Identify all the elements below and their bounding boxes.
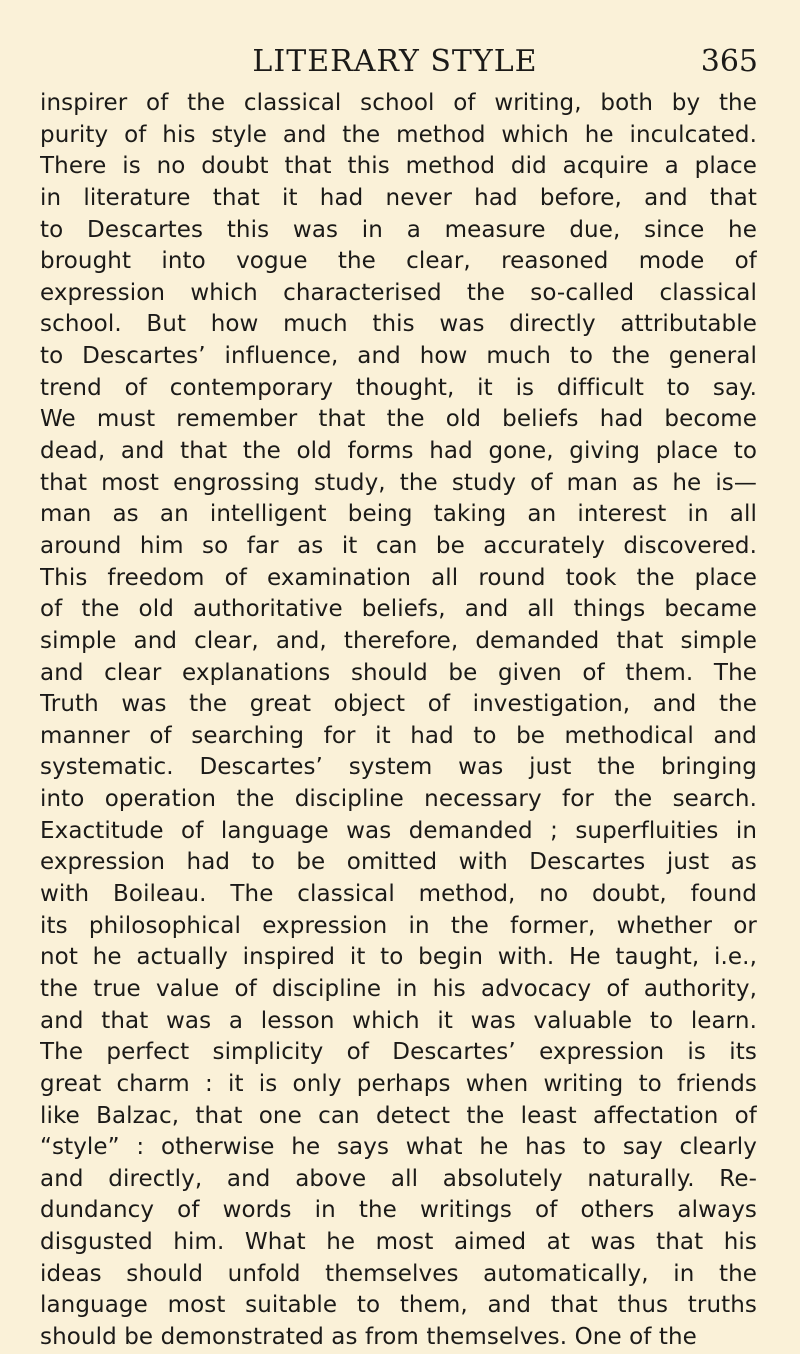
text-line: dead, and that the old forms had gone, giving place to: [40, 438, 757, 465]
text-line: and clear explanations should be given of them. The: [40, 659, 757, 686]
text-line: man as an intelligent being taking an interest in all: [40, 501, 757, 528]
text-line: purity of his style and the method which he inculcated.: [40, 121, 757, 148]
text-line: systematic. Descartes’ system was just the bringing: [40, 754, 757, 781]
text-line: and directly, and above all absolutely naturally. Re-: [40, 1165, 757, 1192]
text-line: expression which characterised the so-called classical: [40, 279, 757, 306]
text-line: to Descartes’ influence, and how much to the general: [40, 343, 757, 370]
text-line: dundancy of words in the writings of others always: [40, 1197, 757, 1224]
text-line: ideas should unfold themselves automatically, in the: [40, 1260, 757, 1287]
text-line: The perfect simplicity of Descartes’ expression is its: [40, 1039, 757, 1066]
text-line: Truth was the great object of investigation, and the: [40, 691, 757, 718]
text-line: expression had to be omitted with Descartes just as: [40, 849, 757, 876]
text-line: great charm : it is only perhaps when writing to friends: [40, 1070, 757, 1097]
text-line: around him so far as it can be accurately discovered.: [40, 532, 757, 559]
text-line: “style” : otherwise he says what he has to say clearly: [40, 1134, 757, 1161]
text-line: This freedom of examination all round took the place: [40, 564, 757, 591]
text-line: manner of searching for it had to be methodical and: [40, 722, 757, 749]
text-line: simple and clear, and, therefore, demanded that simple: [40, 627, 757, 654]
text-line: not he actually inspired it to begin with. He taught, i.e.,: [40, 944, 757, 971]
text-line: the true value of discipline in his advocacy of authority,: [40, 975, 757, 1002]
text-line: with Boileau. The classical method, no doubt, found: [40, 881, 757, 908]
page-number: 365: [700, 44, 758, 79]
text-line: its philosophical expression in the former, whether or: [40, 912, 757, 939]
text-line: of the old authoritative beliefs, and all things became: [40, 596, 757, 623]
text-line: brought into vogue the clear, reasoned mode of: [40, 248, 757, 275]
text-line: language most suitable to them, and that thus truths: [40, 1292, 757, 1319]
text-line: school. But how much this was directly attributable: [40, 311, 757, 338]
body-text: [40, 88, 757, 1354]
text-line: into operation the discipline necessary for the search.: [40, 786, 757, 813]
text-line: We must remember that the old beliefs had become: [40, 406, 757, 433]
text-line: Exactitude of language was demanded ; superfluities in: [40, 817, 757, 844]
text-line: and that was a lesson which it was valuable to learn.: [40, 1007, 757, 1034]
text-line: There is no doubt that this method did acquire a place: [40, 153, 757, 180]
running-title: LITERARY STYLE: [252, 44, 538, 79]
text-line: should be demonstrated as from themselves. One of the: [40, 1323, 697, 1350]
text-line: that most engrossing study, the study of man as he is—: [40, 469, 757, 496]
text-line: in literature that it had never had before, and that: [40, 184, 757, 211]
text-line: trend of contemporary thought, it is difficult to say.: [40, 374, 757, 401]
text-line: inspirer of the classical school of writing, both by the: [40, 90, 757, 116]
text-line: like Balzac, that one can detect the least affectation of: [40, 1102, 757, 1129]
page-header: [40, 38, 760, 88]
text-line: disgusted him. What he most aimed at was that his: [40, 1229, 757, 1256]
text-line: to Descartes this was in a measure due, since he: [40, 216, 757, 243]
